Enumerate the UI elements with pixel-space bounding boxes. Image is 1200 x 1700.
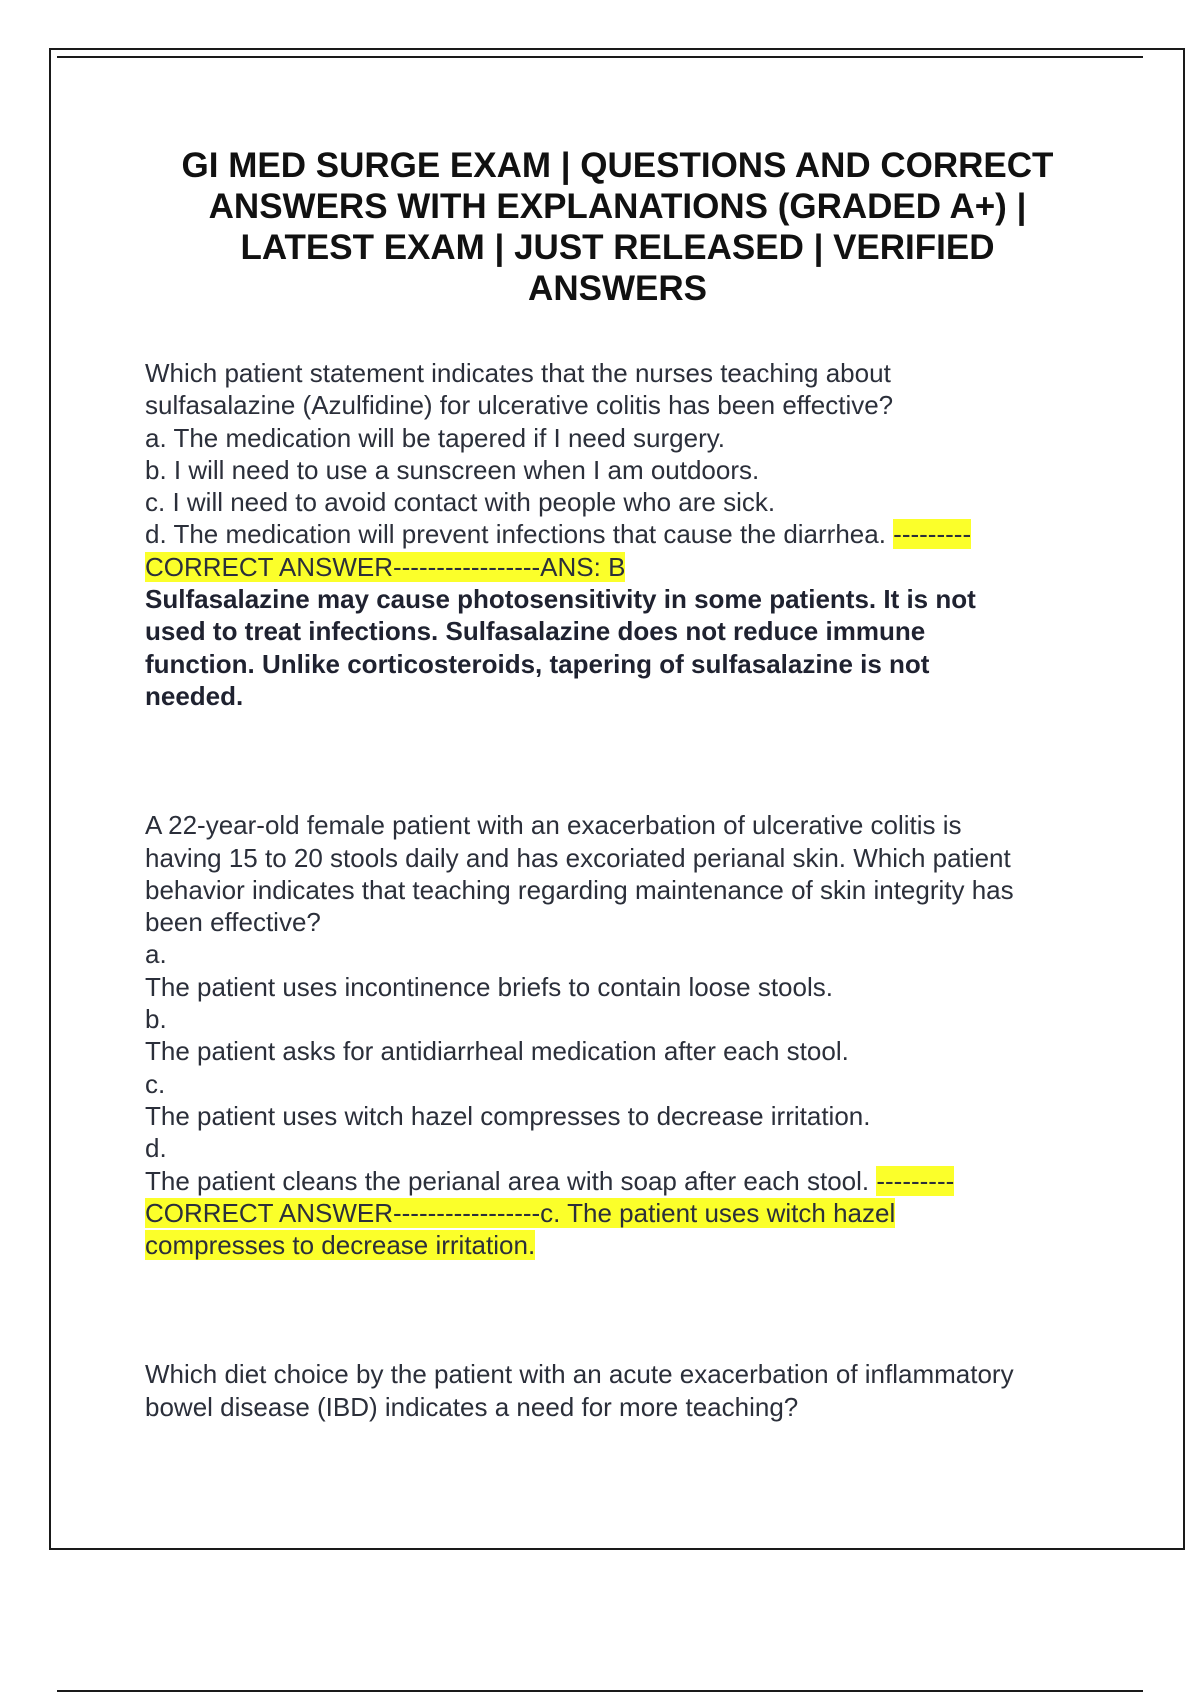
spacer (145, 1261, 1105, 1358)
question-1 (145, 357, 1105, 712)
correct-answer: CORRECT ANSWER-----------------ANS: B (145, 551, 626, 582)
bottom-divider (57, 1690, 1143, 1692)
title-line: ANSWERS WITH EXPLANATIONS (GRADED A+) | (208, 187, 1027, 226)
answer-option-b: The patient asks for antidiarrheal medication after each stool. (145, 1036, 849, 1067)
question-stem: A 22-year-old female patient with an exacerbation of ulcerative colitis is (145, 810, 962, 841)
answer-option-d: The patient cleans the perianal area with soap after each stool. (145, 1165, 870, 1196)
question-stem: Which patient statement indicates that the nurses teaching about (145, 358, 891, 388)
question-stem: bowel disease (IBD) indicates a need for more teaching? (145, 1391, 799, 1422)
correct-answer-row (145, 1229, 1105, 1261)
correct-answer: compresses to decrease irritation. (145, 1230, 536, 1261)
title-line: ANSWERS (528, 269, 707, 308)
answer-option-d: d. The medication will prevent infections that cause the diarrhea. (145, 519, 886, 550)
correct-answer-lead: --------- (893, 519, 972, 550)
correct-answer-row (145, 551, 1105, 583)
correct-answer-row (145, 1197, 1105, 1229)
question-stem: behavior indicates that teaching regarding maintenance of skin integrity has (145, 874, 1014, 905)
explanation: function. Unlike corticosteroids, tapering of sulfasalazine is not (145, 648, 930, 679)
question-stem: been effective? (145, 907, 321, 938)
question-stem: having 15 to 20 stools daily and has excoriated perianal skin. Which patient (145, 842, 1011, 873)
question-2 (145, 809, 1105, 1261)
correct-answer: CORRECT ANSWER-----------------c. The patient uses witch hazel (145, 1197, 896, 1228)
answer-option-d-row (145, 518, 1105, 550)
question-stem: sulfasalazine (Azulfidine) for ulcerative colitis has been effective? (145, 390, 894, 421)
answer-option-c: c. I will need to avoid contact with people who are sick. (145, 487, 776, 518)
answer-option-d-row (145, 1165, 1105, 1197)
answer-option-a: The patient uses incontinence briefs to contain loose stools. (145, 971, 833, 1002)
question-stem: Which diet choice by the patient with an acute exacerbation of inflammatory (145, 1359, 1014, 1390)
spacer (145, 712, 1105, 809)
explanation: used to treat infections. Sulfasalazine does not reduce immune (145, 616, 926, 647)
question-3 (145, 1358, 1105, 1423)
explanation: Sulfasalazine may cause photosensitivity in some patients. It is not (145, 584, 976, 615)
option-letter-a: a. (145, 939, 167, 970)
document-title (130, 145, 1105, 309)
option-letter-d: d. (145, 1133, 167, 1164)
top-divider (57, 56, 1143, 58)
correct-answer-lead: --------- (876, 1165, 955, 1196)
title-line: LATEST EXAM | JUST RELEASED | VERIFIED (240, 228, 995, 267)
option-letter-c: c. (145, 1068, 166, 1099)
answer-option-b: b. I will need to use a sunscreen when I am outdoors. (145, 454, 760, 485)
document-body (145, 357, 1105, 1423)
option-letter-b: b. (145, 1004, 167, 1035)
title-line: GI MED SURGE EXAM | QUESTIONS AND CORRECT (181, 146, 1054, 185)
answer-option-a: a. The medication will be tapered if I need surgery. (145, 422, 726, 453)
answer-option-c: The patient uses witch hazel compresses to decrease irritation. (145, 1100, 871, 1131)
explanation: needed. (145, 680, 244, 711)
